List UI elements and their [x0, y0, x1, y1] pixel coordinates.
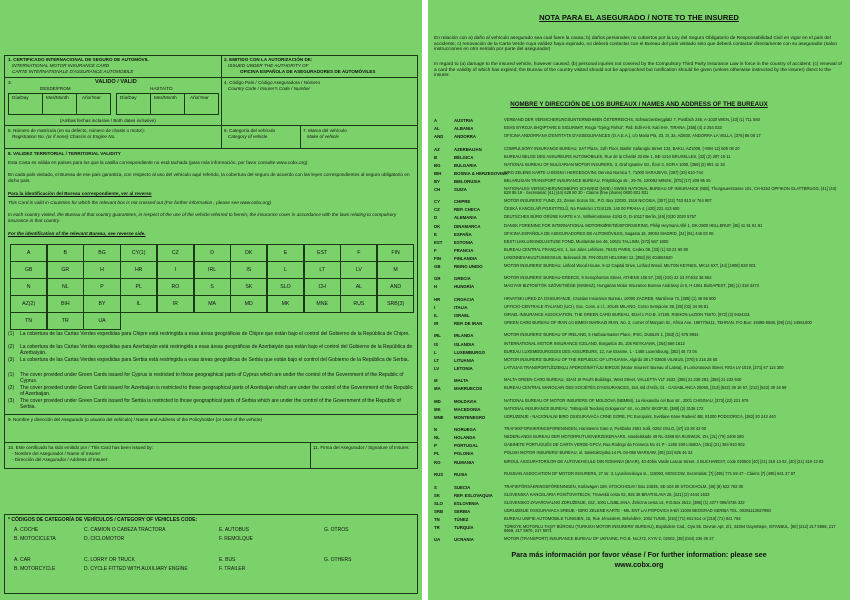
vehicle-category-item: E. BUS: [219, 557, 236, 563]
section-5-l1: 5. Número de matrícula (en su defecto, número de chasis o motor):: [8, 128, 145, 133]
bureau-country-code: AL: [434, 126, 440, 132]
country-code-cell: GR: [47, 261, 84, 279]
bureau-country-name: FINLANDIA: [454, 255, 478, 261]
bureau-country-name: IRLANDA: [454, 333, 474, 339]
divider: [4, 148, 418, 149]
divider: [4, 125, 418, 126]
bureau-country-name: POLONIA: [454, 451, 474, 457]
note-number: (1): [8, 372, 15, 378]
country-code-cell: S: [194, 278, 231, 296]
country-code-cell: NL: [47, 278, 84, 296]
bureau-country-name: RUSIA: [454, 472, 468, 477]
country-code-cell: CY(1): [120, 244, 157, 262]
bureau-country-name: ALBANIA: [454, 126, 474, 132]
bureau-address: NATIONAL BUREAU OF MOTOR INSURERS OF MOLDOVA (NBMIM), 1a Alexandru cel Bun str., 2001 CHISINAU, [373] (22) 221 976: [504, 397, 749, 403]
from-day: Día/Day: [12, 95, 29, 100]
bureau-country-code: SRB: [434, 508, 444, 514]
bureau-country-code: TR: [434, 524, 440, 530]
bureau-country-code: AZ: [434, 146, 440, 152]
bureaux-list: [428, 118, 850, 548]
from-month: Mes/Month: [46, 95, 69, 100]
to-year: Año/Year: [190, 95, 209, 100]
note-number: (1): [8, 331, 15, 337]
country-code-cell: A: [10, 244, 47, 262]
bureau-address: BUREAU LUXEMBOURGEOIS DES ASSUREURS, 12, rue Erasme, L - 1468 Luxembourg, [352] 45 73 04: [504, 348, 697, 354]
bureau-country-name: LETONIA: [454, 365, 473, 371]
vehicle-category-item: E. AUTOBUS: [219, 527, 249, 533]
country-code-cell: M: [377, 261, 414, 279]
bureau-address: SLOVENSKÁ KANCELÁRIA POISŤOVATEĽOV, Trnavská cesta 82, 826 38 BRATISLAVA 26, [421] (2) 4444 1633: [504, 491, 710, 497]
bureau-country-name: CHIPRE: [454, 199, 471, 205]
bureau-country-code: RO: [434, 459, 441, 465]
country-code-cell: RO: [157, 278, 194, 296]
country-code-cell: MD: [230, 295, 267, 313]
section-10-l1: 10. Este certificado ha sido emitido por / This Card has been issued by:: [8, 445, 153, 450]
country-code-cell: F: [340, 244, 377, 262]
section-8-p3: Para la identificación del Bureau correspondiente, ver al reverso: [8, 191, 152, 196]
bureau-country-code: RUS: [434, 472, 444, 477]
country-code-cell: MK: [267, 295, 304, 313]
bureau-country-code: CZ: [434, 207, 440, 213]
bureau-row: [428, 386, 850, 394]
section-7-l1: 7. Marca del vehículo: [303, 128, 347, 133]
bureau-address: BUREAU CENTRAL MAROCAIN DES SOCIÉTÉS D'ASSURANCES, 154, Bd d'Anfa, 01 - CASABLANCA 20060, [212] (522) 39 18 57, [212] (522) 39 18 59: [504, 385, 787, 391]
bureau-address: SLOVENSKO ZAVAROVALNO ZDRUŽENJE, GIZ, 1001 LJUBLJANA, Železna cesta 14, P.O.Box 2512, [386] (1) 4377 098/4736 322: [504, 499, 745, 505]
bureau-country-name: BULGARIA: [454, 162, 477, 168]
from-year: Año/Year: [82, 95, 101, 100]
bureau-country-name: REP. DE IRAN: [454, 320, 483, 326]
country-code-cell: SK: [230, 278, 267, 296]
section-3-number: 3.: [8, 80, 12, 85]
bureau-country-name: NORUEGA: [454, 427, 476, 433]
bureau-address: MALTA GREEN CARD BUREAU, 43A/4 St Paul's Buildings, West Street, VALLETTA VLT 1532, [356] 21 238 283, [356] 21 232 640: [504, 377, 742, 383]
bureau-address: BUREAU CENTRAL FRANÇAIS, 1, rue Jules Lefebvre, 75431 PARIS, Cedex 09, [33] (1) 53 21 50 80: [504, 246, 689, 252]
intro-english: In regard to (a) damage to the insured vehicle, however caused; (b) personal injuries not covered by the Compulsory Third Party Insurance Law in force in the country of accident; (c) renewal of a card the validity of which has expired; the Bureau of the country visited should not be approached but notification should be given (unless otherwise instructed by the insurer) direct to the insurer.: [434, 62, 842, 79]
section-7-l2: Make of vehicle: [307, 134, 339, 139]
bureau-address: ČESKÁ KANCELÁŘ POJISTITELŮ, Na Pankráci 1724/129, 140 00 PRAHA 4, [420] 221 413 600: [504, 206, 680, 212]
bureau-country-name: ALEMANIA: [454, 215, 477, 221]
country-code-cell: GB: [10, 261, 47, 279]
bureau-address: ISRAEL INSURANCE ASSOCIATION, THE GREEN CARD BUREAU, Etzel 1 P.O.B. 17190, RISHON-LeZION 75070, [972] (3) 9424311: [504, 311, 750, 317]
section-1-title: 1. CERTIFICADO INTERNACIONAL DE SEGURO DE AUTOMÓVIL: [8, 57, 149, 62]
section-3-title: VALIDO / VALID: [95, 79, 137, 85]
country-code-cell: P: [83, 278, 120, 296]
bureau-country-code: L: [434, 349, 437, 355]
bureau-address: MAGYAR BIZTOSÍTÓK SZÖVETSÉGE (MABISZ), Hungarian Motor Insurance Bureau Andrássy út 6, H-1061 BUDAPEST, [36] (1) 318 3473: [504, 283, 759, 289]
country-code-cell: TR: [47, 312, 84, 330]
green-card-back: [428, 0, 850, 600]
to-month: Mes/Month: [154, 95, 177, 100]
bureau-country-name: REINO UNIDO: [454, 263, 483, 269]
country-code-cell: H: [83, 261, 120, 279]
intro-spanish: En relación con a) daño al vehículo asegurado sea cual fuere la causa; b) daños personales no cubiertos por la Ley del Seguro Obligatorio de Responsabilidad Civil en vigor en el país del accidente; c) renovación de la Carta Verde cuya validez haya expirado, no deberá contactar con el Bureau del país visitado sino que deberá contactar directamente con su asegurador (salvo instrucciones en otro sentido por parte del asegurador): [434, 36, 837, 53]
section-1-en2: CARTE INTERNATIONALE D'ASSURANCE AUTOMOBILE: [12, 69, 134, 74]
section-2-title: 2. EMITIDO CON LA AUTORIZACIÓN DE:: [224, 57, 313, 62]
to-day: Día/Day: [120, 95, 137, 100]
section-2-org: OFICINA ESPAÑOLA DE ASEGURADORES DE AUTOMÓVILES: [240, 69, 376, 74]
bureau-address: TÜRKİYE MOTORLU TAŞIT BÜROSU (TURKISH MOTOR INSURERS' BUREAU), Büyükdere Cad., Oya Sk. Devran Apt. 2/1, 34394 Gayrettepe, ISTANBUL, [90] (212) 217 5968, 217 5969, 217 5970, 217 5971: [504, 523, 836, 534]
bureau-country-code: A: [434, 118, 438, 123]
vehicle-category-item: G. OTHERS: [324, 557, 352, 563]
bureau-row: [428, 472, 850, 480]
bureau-country-code: I: [434, 304, 436, 310]
vehicle-category-item: A. CAR: [14, 557, 31, 563]
bureau-country-name: UCRANIA: [454, 537, 474, 543]
country-code-cell: IS: [230, 261, 267, 279]
bureau-row: [428, 264, 850, 272]
bureau-address: MOTOR INSURERS' BUREAU OF IRELAND, 5 Harbourmaster Place, IFSC, DUBLIN 1, [353] (1) 676 9944: [504, 332, 699, 338]
section-8-title: 8. VALIDEZ TERRITORIAL / TERRITORIAL VALIDITY: [8, 151, 121, 156]
bureau-address: OFICINA ANDORRANA D'ENTITATS D'ASSEGURANCES (O.A.E.A.), c/o Maria Pla, 33, 3r, 3a, AD500, ANDORRA LA VELLA, [376] 86 08 17: [504, 133, 761, 139]
country-code-cell: EST: [304, 244, 341, 262]
bureau-address: NATIONAL INSURANCE BUREAU, "Mitropolit Teodosij Gologanov" str., no.28/IV SKOPJE, [389] (2) 3136 172: [504, 405, 704, 411]
bureau-address: LATVIJAS TRANSPORTLĪDZEKĻU APDROŠINĀTĀJU BIROJS (Motor Insurers' Bureau of Latvia), 9 Lomonosova Street, RIGA LV-1019, [371] 67 114 300: [504, 364, 784, 370]
bureau-address: LIIKENNEVAKUUTUSKESKUS, Bulevardi 28, FIN-00120 HELSINKI 12, [358] (9) 404504520: [504, 254, 673, 260]
country-code-cell: SLO: [267, 278, 304, 296]
country-code-cell: N: [10, 278, 47, 296]
country-code-cell: D: [194, 244, 231, 262]
bureau-address: POLISH MOTOR INSURERS' BUREAU, ul. Swietokrzyska 14 PL 00-050 WARSAW, [48] (22) 826 46 33: [504, 450, 693, 456]
section-11-label: 11. Firma del Asegurador / Signature of Insurer.: [313, 445, 410, 450]
bureau-country-code: IS: [434, 341, 439, 347]
bureau-country-code: TN: [434, 516, 440, 522]
vehicle-category-title: * CÓDIGOS DE CATEGORÍA DE VEHÍCULOS / CATEGORY OF VEHICLES CODE:: [8, 517, 198, 523]
bureau-address: BUREAU BELGE DES ASSUREURS AUTOMOBILES, Rue de la Charité 33 Bte 1, BE-1210 BRUXELLES, [32] (2) 287 18 11: [504, 153, 731, 159]
footer-url[interactable]: www.cobx.org: [614, 560, 664, 569]
bureau-country-code: SLO: [434, 500, 443, 506]
bureau-address: DEUTSCHES BÜRO GRÜNE KARTE e.V., Wilhelmstrasse 43/43 G, D-10117 Berlin, [49] (0)30 2020 5757: [504, 214, 697, 220]
section-8-p5: In each country visited, the Bureau of that country guarantees, in respect of the use of the vehicle referred to herein, the insurance cover in accordance with the laws relating to compulsory insurance in that country.: [8, 212, 397, 223]
country-code-cell: IRL: [194, 261, 231, 279]
bureau-address: MOTOR (TRANSPORT) INSURANCE BUREAU OF UKRAINE, P.O.B. No.272, KYIV 2, 02002, [38] (044) 236 29 27: [504, 536, 714, 542]
bureau-country-name: TÚNEZ: [454, 516, 469, 522]
note-number: (2): [8, 344, 15, 350]
section-10-l3: - Dirección del Asegurador / Address of Insurer:: [12, 457, 109, 462]
bureau-country-name: ESTONIA: [454, 239, 474, 245]
bureau-country-code: DK: [434, 223, 441, 229]
country-code-cell: UA: [83, 312, 120, 330]
bureau-country-code: NL: [434, 435, 440, 441]
vehicle-category-item: B. MOTORCYCLE: [14, 566, 56, 572]
bureau-address: INTERNATIONAL MOTOR INSURANCE ICELAND, Borgartún 35, 105 REYKJAVIK, [354] 568 1612: [504, 340, 685, 346]
bureau-address: NATIONALES VERSICHERUNGSBÜRO SCHWEIZ (NVB) / SWISS NATIONAL BUREAU OF INSURANCE (NBI), Thurgauerstrasse 101, CH-8152 OPFIKON GLATTBRUGG, [41] (44) 628 85 19 - Secretariat: [41] (44) 628 80 30 - Claims (free phone) 0800 831 831: [504, 185, 837, 196]
country-code-cell: MA: [194, 295, 231, 313]
bureau-country-code: CY: [434, 199, 440, 205]
bureau-country-name: SUIZA: [454, 186, 467, 192]
bureau-country-code: UA: [434, 537, 441, 543]
bureau-row: [428, 537, 850, 545]
bureau-country-name: MARRUECOS: [454, 386, 483, 392]
bureau-country-name: AUSTRIA: [454, 118, 474, 123]
dates-inclusive-note: (Ambas fechas inclusive / Both dates inclusive): [60, 118, 156, 123]
bureau-country-code: BG: [434, 162, 441, 168]
bureau-country-name: TURQUÍA: [454, 524, 474, 530]
bureau-address: TRAFIKKFORSIKRINGSFORENINGEN, Hansteens Gate 2, Postboks 2551 Solli, 0202 OSLO, [47] 23 28 42 00: [504, 426, 707, 432]
bureau-country-name: MACEDONIA: [454, 406, 481, 412]
country-code-cell: CH: [304, 278, 341, 296]
bureau-address: EESTI LIIKLUSKINDLUSTUSE FOND, Mustamäe tee 46, 10621 TALLINN, [372] 667 1800: [504, 238, 669, 244]
footer-line: Para más información por favor véase / For further information: please see: [511, 550, 767, 559]
bureau-address: HRVATSKI URED ZA OSIGURANJE, Croatian Insurance Bureau, 10000 ZAGREB, Martićeva 73, [385] (1) 46 96 600: [504, 295, 716, 301]
bureau-country-name: ESPAÑA: [454, 231, 472, 237]
bureau-row: [428, 321, 850, 329]
green-card-front: [0, 0, 422, 600]
section-6-l2: Category of vehicle: [228, 134, 268, 139]
section-9-label: 9. Nombre y dirección del Asegurado (o usuario del vehículo) / Name and Address of the Policyholder (or User of the vehicle): [8, 417, 263, 422]
country-code-cell: IL: [120, 295, 157, 313]
note-text: La cobertura de las Cartas Verdes expedidas para Azerbaiyán está restringida a esas áreas geográficas de Azerbaiyán que están bajo el control del Gobierno de la República de Azerbaiyán.: [20, 344, 413, 356]
note-text: The cover provided under Green Cards issued for Azerbaijan is restricted to those geographical parts of Azerbaijan which are under the control of the Government of the Republic of Azerbaijan.: [20, 385, 413, 397]
bureau-country-code: M: [434, 378, 438, 384]
bureau-address: DANSK FORENING FOR INTERNATIONAL MOTORKØRETØJSFORSIKRING, Philip Heymans Allé 1, DK-2900 HELLERUP, [45] 41 91 91 91: [504, 222, 763, 228]
bureau-country-name: HOLANDA: [454, 435, 476, 441]
bureau-address: BIROUL ASIGURATORILOR DE AUTOVEHICULE DIN ROMANIA (BAAR), 40-40bis Vasile Lascar Street, 2 BUCHAREST, code 020502 [40] (21) 319 13 02, [40] (21) 319 13 03: [504, 458, 824, 464]
bureau-country-code: GB: [434, 263, 441, 269]
bureau-country-name: MALTA: [454, 378, 469, 384]
country-code-cell: AL: [340, 278, 377, 296]
bureau-country-code: IR: [434, 320, 439, 326]
country-code-cell: BG: [83, 244, 120, 262]
bureau-country-name: LUXEMBURGO: [454, 349, 486, 355]
bureau-country-code: CH: [434, 186, 441, 192]
bureau-country-name: PORTUGAL: [454, 443, 479, 449]
bureau-address: MOTOR INSURERS' BUREAU OF THE REPUBLIC OF LITHUANIA, Algirdo 38 LT-03606 VILNIUS, [370] 5 216 28 60: [504, 356, 718, 362]
bureau-country-code: GR: [434, 276, 441, 282]
bureau-country-name: CROACIA: [454, 296, 475, 302]
bureau-country-name: ESLOVENIA: [454, 500, 479, 506]
bureau-country-name: MONTENEGRO: [454, 414, 486, 420]
note-number: (3): [8, 357, 15, 363]
bureau-country-code: B: [434, 154, 438, 160]
vehicle-category-item: B. MOTOCICLETA: [14, 536, 56, 542]
bureau-address: MOTOR INSURERS' BUREAU-GREECE, 9 Xenophontos Street, ATHENS 105 57, [30] (210) 32 23 374/32 36 562: [504, 275, 712, 281]
country-code-cell: MNE: [304, 295, 341, 313]
bureau-address: TRAFIKFÖRSÄKRINGSFÖRENINGEN, Karlavägen 108, STOCKHOLM / Box 24035, SE-104 50 STOCKHOLM, [46] (8) 522 782 00: [504, 483, 744, 489]
section-8-p2: En cada país visitado, el Bureau de ese país garantiza, con respecto al uso del vehículo aquí referido, la cobertura del seguro de acuerdo con las leyes correspondientes al seguro obligatorio en dicho país.: [8, 172, 410, 183]
bureau-country-name: ANDORRA: [454, 134, 476, 140]
vehicle-category-item: F. TRAILER: [219, 566, 246, 572]
note-text: The cover provided under Green Cards issued for Cyprus is restricted to those geographical parts of Cyprus which are under the control of the Government of the Republic of Cyprus.: [20, 372, 404, 384]
bureau-country-name: ISLANDIA: [454, 341, 475, 347]
bureau-country-code: MNE: [434, 414, 444, 420]
note-title: NOTA PARA EL ASEGURADO / NOTE TO THE INSURED: [539, 13, 739, 22]
bureau-address: UDRUZENJE - NACIONALNI BIRO OSIGURAVAČA CRNE GORE, PC Europoint, Svetlane Kane Radević BB, 81000 PODGORICA, [382] 20 243 440: [504, 413, 776, 419]
bureau-row: [428, 366, 850, 374]
note-text: La cobertura de las Cartas Verdes expedidas para Serbia está restringida a esas áreas geográficas de Serbia que están bajo el control del Gobierno de la República de Serbia.: [20, 357, 409, 363]
bureau-address: BELARUSIAN TRANSPORT INSURANCE BUREAU, Pritytskogo str., 29-76, 220092 MINSK, [375] (17) 209 85 25: [504, 177, 711, 183]
valid-to-label: HASTA/TO: [150, 86, 173, 91]
bureau-address: MOTOR INSURERS' BUREAU, Linford Wood House, 6-12 Capital Drive, Linford Wood, MILTON KEYNES, MK14 6XT, [44] (1908) 830 001: [504, 262, 756, 268]
bureau-country-code: PL: [434, 451, 440, 457]
bureau-address: BIRO ZELENE KARTE U BOSNI I HERCEGOVINI, Dervisa Numica 7, 71000 SARAJEVO, [387] (33) 610-744: [504, 169, 703, 175]
bureau-address: NEDERLANDS BUREAU DER MOTORRIJTUIGVERZEKERAARS, Handelskade 49 NL-2288 BA RIJSWIJK, ZH, [31] (70) 3408 280: [504, 434, 744, 440]
bureau-country-code: AND: [434, 134, 444, 140]
country-code-cell: RUS: [340, 295, 377, 313]
bureau-country-name: BÉLGICA: [454, 154, 474, 160]
section-2-en: ISSUED UNDER THE AUTHORITY OF: [228, 63, 309, 68]
bureau-country-code: SK: [434, 492, 440, 498]
section-1-en1: INTERNATIONAL MOTOR INSURANCE CARD: [12, 63, 110, 68]
country-code-cell: AND: [377, 278, 414, 296]
bureau-address: VERBAND DER VERSICHERUNGSUNTERNEHMEN ÖSTERREICHS, Schwarzenbergplatz 7, Postfach 248, A-1030 WIEN, [43] (1) 711 560: [504, 117, 760, 122]
bureau-country-code: IRL: [434, 333, 441, 339]
bureau-country-code: FIN: [434, 255, 441, 261]
bureau-country-name: SERBIA: [454, 508, 471, 514]
country-code-cell: LT: [304, 261, 341, 279]
section-10-l2: - Nombre del Asegurador / Name of Insurer:: [12, 451, 102, 456]
bureau-country-name: BOSNIA & HERZEGOVINA: [454, 170, 508, 176]
bureau-country-name: REP. CHECA: [454, 207, 480, 213]
country-code-cell: L: [267, 261, 304, 279]
section-8-p4: This Card is valid in Countries for which the relevant box is not crossed out (For further information , please see www.cobx.org): [8, 200, 271, 205]
bureau-address: BSHS BYROJA SHQIPTARE E SIGURIMIT, Rruga "Gjergj Fishta", Pall. Edil-Al-It, Kati 8-të, TIRANA, [355] (4) 2 254 033: [504, 125, 722, 131]
vehicle-category-item: D. CYCLE FITTED WITH AUXILIARY ENGINE: [84, 566, 188, 572]
bureau-row: [428, 284, 850, 292]
bureau-country-code: EST: [434, 239, 443, 245]
country-code-cell: SRB(3): [377, 295, 414, 313]
bureau-country-name: RUMANIA: [454, 459, 475, 465]
country-code-cell: AZ(2): [10, 295, 47, 313]
country-code-cell: PL: [120, 278, 157, 296]
note-number: (3): [8, 398, 15, 404]
country-code-cell: BY: [83, 295, 120, 313]
bureau-country-code: LV: [434, 365, 440, 371]
country-code-cell: I: [157, 261, 194, 279]
bureau-row: [428, 415, 850, 423]
bureau-row: [428, 460, 850, 468]
vehicle-category-item: D. CICLOMOTOR: [84, 536, 125, 542]
bureau-country-code: HR: [434, 296, 441, 302]
bureau-country-code: BIH: [434, 170, 442, 176]
bureau-country-name: FRANCIA: [454, 247, 474, 253]
note-text: La cobertura de las Cartas Verdes expedidas para Chipre está restringida a esas áreas geográficas de Chipre que están bajo el control del Gobierno de la República de Chipre.: [20, 331, 410, 337]
divider: [4, 77, 418, 78]
bureau-country-name: HUNGRÍA: [454, 284, 475, 290]
bureau-country-name: AZERBAIJAN: [454, 146, 482, 152]
bureau-country-code: N: [434, 427, 438, 433]
country-code-cell: IR: [157, 295, 194, 313]
bureau-country-name: SUECIA: [454, 484, 471, 490]
bureau-row: [428, 134, 850, 142]
note-text: The cover provided under Green Cards issued for Serbia is restricted to those geographical parts of Serbia which are under the control of the Government of the Republic of Serbia.: [20, 398, 401, 410]
note-number: (2): [8, 385, 15, 391]
bureau-address: MOTOR INSURERS' FUND, 23, Zenon Sozos Str., P.O. Box 22030, 1516 NICOSIA, [357] (22) 763 913 or 764 907: [504, 198, 712, 204]
bureau-address: GABINETE PORTUGUÊS DE CARTA VERDE-GPCV, Rua Rodrigo da Fonseca No 41 P - 1250 190 LISBOA, [351] (21) 384 810 002: [504, 442, 745, 448]
bureau-country-code: MK: [434, 406, 441, 412]
country-code-cell: TN: [10, 312, 47, 330]
country-code-cell: DK: [230, 244, 267, 262]
section-6-l1: 6. Categoría del vehículo: [224, 128, 276, 133]
bureau-address: UDRUZENJE OSIGURAVACA SRBIJE - BIRO ZELENE KARTE - MIL ENT LAI POPOVICA 6-B/I 11000 BEOGRAD SERBIA TEL. 00381112927950: [504, 507, 771, 513]
divider: [221, 55, 222, 125]
bureau-country-name: DINAMARCA: [454, 223, 481, 229]
bureau-country-name: REP. ESLOVAQUIA: [454, 492, 493, 498]
bureau-country-code: S: [434, 484, 437, 490]
vehicle-category-list: [14, 528, 414, 592]
bureau-country-code: H: [434, 284, 438, 290]
bureau-country-code: LT: [434, 357, 439, 363]
bureau-address: GREEN CARD BUREAU OF IRAN c/o BIMEH MARKAZI IRAN, No. 2, corner of Maryam St., Africa Ave. 19677/6411, TEHRAN, P.O.Box: 19395-5588, [98] (21) 24551000: [504, 319, 812, 325]
bureau-country-name: ISRAEL: [454, 312, 470, 318]
vehicle-category-item: G. OTROS: [324, 527, 349, 533]
country-code-cell: B: [47, 244, 84, 262]
bureau-country-code: MD: [434, 398, 441, 404]
vehicle-category-item: C. CAMION O CABEZA TRACTORA: [84, 527, 166, 533]
vehicle-category-item: C. LORRY OR TRUCK: [84, 557, 135, 563]
bureau-country-code: F: [434, 247, 437, 253]
bureau-country-code: E: [434, 231, 437, 237]
section-8-p6: For the identification of the relevant Bureau, see reverse side.: [8, 231, 146, 236]
bureau-address: OFICINA ESPAÑOLA DE ASEGURADORES DE AUTOMÓVILES, Sagasta 18, 28004 MADRID, [34] (91) 446 03 00: [504, 230, 714, 236]
section-4-l1: 4. Código País / Código Aseguradora / Número: [224, 80, 321, 85]
country-code-cell: LV: [340, 261, 377, 279]
vehicle-category-item: F. REMOLQUE: [219, 536, 253, 542]
divider: [4, 414, 418, 415]
bureau-country-name: ITALIA: [454, 304, 468, 310]
bureau-country-name: GRECIA: [454, 276, 471, 282]
bureaux-list-title: NOMBRE Y DIRECCIÓN DE LOS BUREAUX / NAMES AND ADDRESS OF THE BUREAUX: [510, 101, 768, 108]
country-code-cell: E: [267, 244, 304, 262]
valid-from-label: DESDE/FROM: [40, 86, 71, 91]
vehicle-category-item: A. COCHE: [14, 527, 39, 533]
section-5-l2: Registration No. (or if none) Chassis or Engine No.: [12, 134, 116, 139]
bureau-address: BUREAU UNIFIE AUTOMOBILE TUNISIEN, 15, Rue Jérusalem, Belvédère, 1002 TUNIS, [216] (71) 841 514 or [216] (71) 841 784: [504, 515, 741, 521]
section-4-l2: Country Code / Insurer's Code / Number: [228, 86, 311, 91]
country-code-cell: CZ: [157, 244, 194, 262]
bureau-country-code: P: [434, 443, 437, 449]
bureau-country-code: BY: [434, 178, 440, 184]
bureau-country-name: LITUANIA: [454, 357, 475, 363]
bureau-country-code: D: [434, 215, 438, 221]
country-code-cell: HR: [120, 261, 157, 279]
bureau-address: RUSSIAN ASSOCIATION OF MOTOR INSURERS, 27 str. 3, Lyusinovskaya st., 115093, MOSCOW, Secretariat: [7] (495) 771 69 47 - Claims [7] (495) 641 27 87: [504, 471, 796, 476]
bureau-address: NATIONAL BUREAU OF BULGARIAN MOTOR INSURERS, 3, Graf Ignatiev Str., floor 3, SOFIA 1000, [359] (2) 981 11 33: [504, 161, 725, 167]
bureau-row: [428, 525, 850, 533]
bureau-country-name: MOLDAVIA: [454, 398, 477, 404]
section-8-p1: Esta Carta es válida en países para los que la casilla correspondiente no está tachada (para más información, por favor consulte www.cobx.org): [8, 160, 308, 165]
country-code-cell: FIN: [377, 244, 414, 262]
bureau-country-name: BIELORUSIA: [454, 178, 481, 184]
country-code-cell: BIH: [47, 295, 84, 313]
bureau-address: UFFICIO CENTRALE ITALIANO (UCI), Soc. Cons. a r.l., 20146 MILANO, Corso Sempione 39, [39] (02) 34 96 81: [504, 303, 709, 309]
bureau-address: COMPULSORY INSURANCE BUREAU, SAT Plaza, 11th Floor, Bashir Safaroglu Street 133, BAKU, AZ1009, (+994 12) 505 08 20: [504, 145, 740, 151]
bureau-country-code: MA: [434, 386, 441, 392]
bureau-row: [428, 187, 850, 195]
bureau-country-code: IL: [434, 312, 438, 318]
country-codes-grid: [10, 244, 414, 330]
